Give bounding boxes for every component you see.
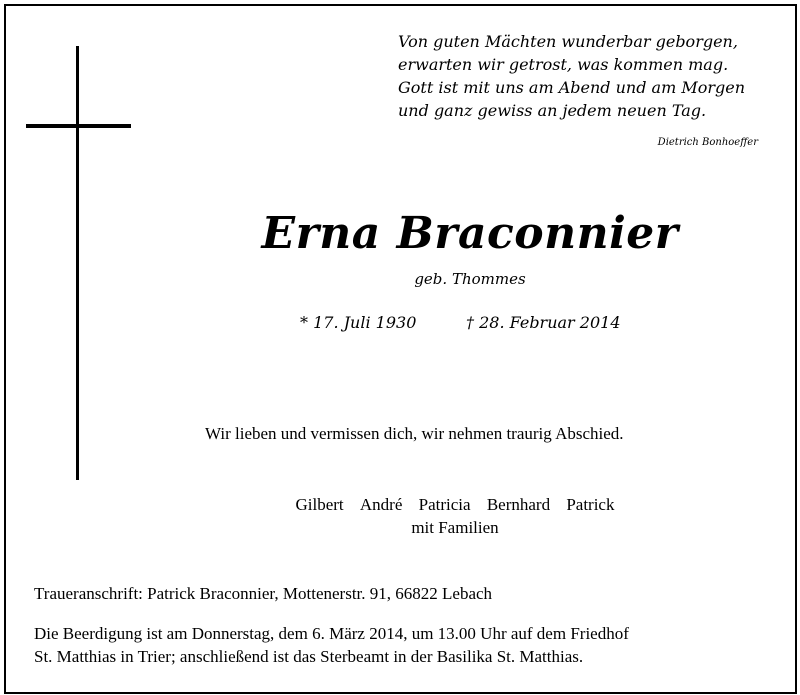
poem-line: Von guten Mächten wunderbar geborgen, (398, 32, 738, 51)
birth-date: * 17. Juli 1930 (300, 313, 417, 332)
poem-line: Gott ist mit uns am Abend und am Morgen (398, 78, 746, 97)
family-member: Patrick (566, 495, 615, 514)
cross-horizontal-bar (26, 124, 131, 128)
funeral-line: St. Matthias in Trier; anschließend ist das Sterbeamt in der Basilika St. Matthias. (34, 647, 584, 666)
death-date: † 28. Februar 2014 (466, 313, 621, 332)
poem-line: und ganz gewiss an jedem neuen Tag. (398, 101, 707, 120)
poem-quote (398, 30, 778, 122)
family-member: André (359, 495, 403, 514)
funeral-line: Die Beerdigung ist am Donnerstag, dem 6. März 2014, um 13.00 Uhr auf dem Friedhof (34, 624, 629, 643)
family-member: Bernhard (486, 495, 551, 514)
family-member: Gilbert (295, 495, 344, 514)
cross-vertical-bar (76, 46, 79, 480)
family-names (255, 493, 655, 516)
family-member: Patricia (418, 495, 471, 514)
funeral-info (34, 622, 794, 668)
farewell-text: Wir lieben und vermissen dich, wir nehmen traurig Abschied. (205, 424, 624, 443)
family-signature (255, 493, 655, 539)
family-suffix: mit Familien (411, 518, 499, 537)
deceased-name: Erna Braconnier (261, 208, 679, 259)
maiden-name: geb. Thommes (414, 270, 526, 288)
poem-author: Dietrich Bonhoeffer (657, 137, 758, 148)
poem-line: erwarten wir getrost, was kommen mag. (398, 55, 729, 74)
mourning-address: Traueranschrift: Patrick Braconnier, Mottenerstr. 91, 66822 Lebach (34, 584, 493, 603)
